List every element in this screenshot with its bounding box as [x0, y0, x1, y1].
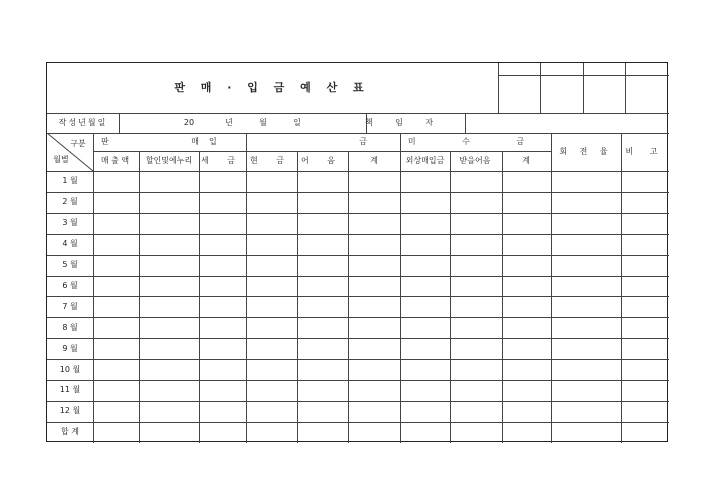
row-label-month: 3 월: [62, 218, 78, 228]
date-year-prefix: 20: [183, 118, 195, 127]
approval-box-divider: [498, 63, 499, 113]
row-line: [47, 359, 669, 360]
grid-col-line: [621, 133, 622, 443]
turnover-label: 회 전 율: [559, 147, 613, 156]
row-label-month: 10 월: [59, 364, 81, 374]
row-label-month: 7 월: [62, 301, 78, 311]
date-label: 작성년월일: [58, 118, 108, 127]
row-label-month: 8 월: [62, 322, 78, 332]
grid-col-line: [400, 133, 401, 443]
col-sales-amount: 매 출 액: [100, 156, 130, 165]
approval-box-divider: [540, 63, 541, 113]
row-label-month: 9 월: [62, 343, 78, 353]
group-unreceived-label: 미 수 금: [407, 137, 547, 146]
date-month-unit: 월: [259, 118, 267, 127]
col-notes-receivable: 받을어음: [459, 156, 491, 165]
row-label-month: 4 월: [62, 239, 78, 249]
sheet-title: 판 매 · 입 금 예 산 표: [174, 81, 370, 94]
approval-box-header-line: [498, 75, 669, 76]
budget-sheet: [46, 62, 668, 442]
row-line: [47, 276, 669, 277]
row-label-month: 12 월: [59, 406, 81, 416]
grid-col-line: [551, 133, 552, 443]
header-sub-line: [93, 151, 551, 152]
info-divider: [465, 113, 466, 133]
row-label-month: 11 월: [59, 385, 81, 395]
grid-col-line: [93, 133, 94, 443]
group-deposit-label: 입 금: [209, 137, 437, 146]
corner-bottom-label: 월별: [53, 155, 69, 164]
row-line: [47, 113, 669, 114]
corner-top-label: 구분: [70, 139, 86, 148]
col-unreceived-total: 계: [522, 156, 530, 165]
header-bottom-line: [47, 171, 669, 172]
info-divider: [119, 113, 120, 133]
row-line: [47, 317, 669, 318]
row-line: [47, 380, 669, 381]
row-line: [47, 401, 669, 402]
col-cash: 현 금: [250, 156, 292, 165]
row-label-month: 6 월: [62, 280, 78, 290]
row-line: [47, 192, 669, 193]
col-bill: 어 음: [301, 156, 343, 165]
row-line: [47, 133, 669, 134]
row-label-month: 5 월: [62, 260, 78, 270]
row-line: [47, 255, 669, 256]
col-tax: 세 금: [201, 156, 243, 165]
row-label-month: 2 월: [62, 197, 78, 207]
row-label-month: 1 월: [62, 176, 78, 186]
date-year-unit: 년: [225, 118, 233, 127]
approval-box-divider: [583, 63, 584, 113]
date-day-unit: 일: [293, 118, 301, 127]
row-line: [47, 338, 669, 339]
grid-col-line: [246, 133, 247, 443]
col-deposit-total: 계: [370, 156, 378, 165]
row-label-total: 합 계: [61, 427, 79, 437]
col-discount: 할인및에누리: [145, 156, 193, 165]
row-line: [47, 234, 669, 235]
col-accounts-payable: 외상매입금: [405, 156, 445, 165]
row-line: [47, 296, 669, 297]
remarks-label: 비 고: [625, 147, 665, 156]
group-sales-label: 판 매: [101, 137, 239, 146]
row-line: [47, 422, 669, 423]
manager-label: 책 임 자: [364, 118, 444, 127]
approval-box-divider: [625, 63, 626, 113]
row-line: [47, 213, 669, 214]
